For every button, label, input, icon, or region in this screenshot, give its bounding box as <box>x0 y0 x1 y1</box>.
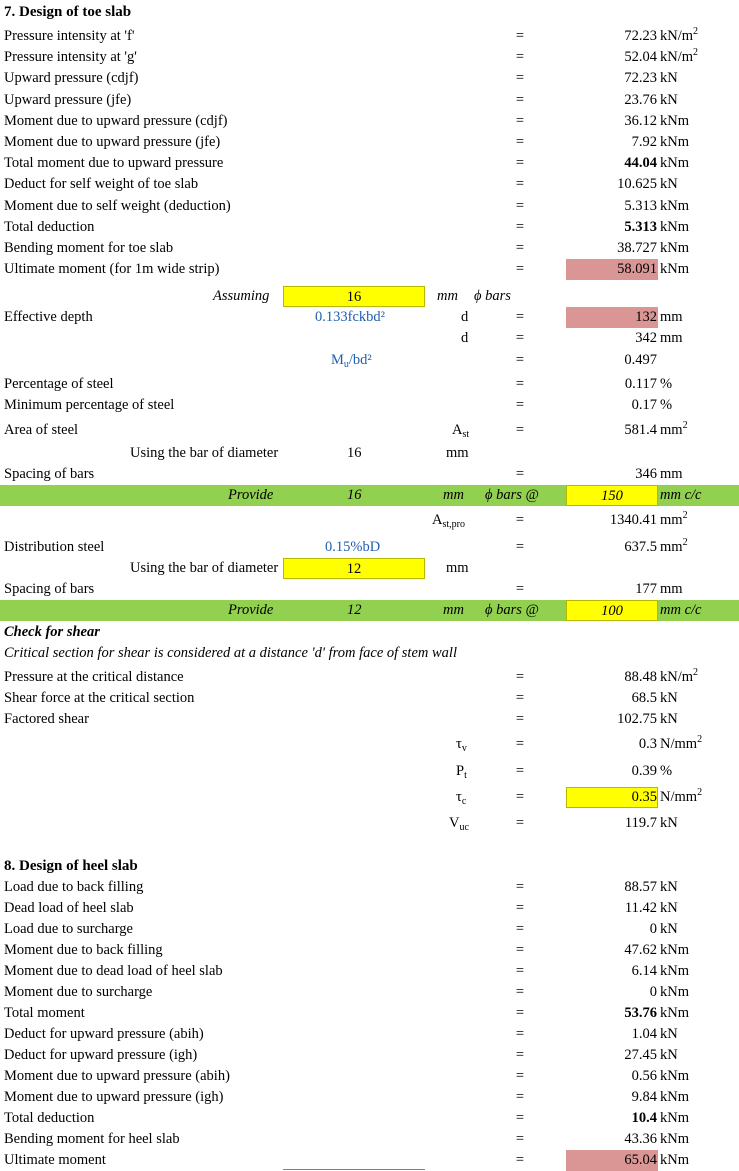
row-unit: $mm^2$ <box>660 420 688 438</box>
row-equals: = <box>515 261 525 278</box>
row-equals: = <box>515 397 525 413</box>
calc-row <box>0 111 739 132</box>
row-value: 0.117 <box>624 376 657 392</box>
row-label: Load due to surcharge <box>4 921 133 937</box>
row-label: Upward pressure (jfe) <box>4 91 132 108</box>
row-label: Ultimate moment <box>4 1152 106 1168</box>
row-label: Upward pressure (cdjf) <box>4 70 139 87</box>
row-equals: = <box>515 736 525 752</box>
assuming-row <box>0 286 739 307</box>
row-equals: = <box>515 984 525 1000</box>
row-value: 0 <box>649 984 657 1000</box>
using-bar-row <box>0 443 739 464</box>
pt-row <box>0 761 739 782</box>
row-symbol: $V_{uc}$ <box>449 815 469 833</box>
shear-check-title-row <box>0 622 739 643</box>
row-value: 132 <box>635 309 657 325</box>
row-label: Moment due to dead load of heel slab <box>4 963 223 979</box>
row-equals: = <box>515 112 525 129</box>
heel-slab-section <box>0 856 739 877</box>
calc-row <box>0 982 739 1003</box>
calc-row <box>0 1066 739 1087</box>
row-value: 5.313 <box>624 197 657 214</box>
row-value: 0.497 <box>624 352 657 368</box>
row-value: 44.04 <box>624 155 657 172</box>
row-equals: = <box>515 155 525 172</box>
row-label: Moment due to upward pressure (cdjf) <box>4 112 228 129</box>
row-equals: = <box>515 1131 525 1147</box>
row-unit: kNm <box>660 240 689 256</box>
calc-row <box>0 940 739 961</box>
row-label: Area of steel <box>4 422 79 438</box>
row-unit: kN <box>660 91 678 108</box>
tau-v-row <box>0 734 739 755</box>
row-value: 102.75 <box>617 711 657 727</box>
row-value: 5.313 <box>624 218 657 235</box>
row-unit: mm <box>660 581 683 597</box>
row-label: Minimum percentage of steel <box>4 397 175 413</box>
provide-spacing-input[interactable]: 150 <box>566 485 658 506</box>
row-value: 1.04 <box>631 1026 657 1042</box>
row-equals: = <box>515 352 525 368</box>
provide-unit: mm <box>443 487 464 503</box>
row-value: 72.23 <box>624 28 657 44</box>
row-equals: = <box>515 763 525 779</box>
calc-row <box>0 1003 739 1024</box>
row-unit: mm <box>446 445 469 461</box>
row-unit: $mm^2$ <box>660 537 688 555</box>
using-bar-row-2 <box>0 558 739 579</box>
shear-note: Critical section for shear is considered at a distance 'd' from face of stem wall <box>4 645 457 661</box>
row-label: Moment due to surcharge <box>4 984 153 1000</box>
row-label: Moment due to upward pressure (igh) <box>4 1089 224 1105</box>
row-label: Using the bar of diameter <box>130 560 279 576</box>
factored-shear-row <box>0 709 739 730</box>
row-equals: = <box>515 330 525 346</box>
row-equals: = <box>515 669 525 685</box>
depth-provided-row <box>0 328 739 349</box>
provide-spacing-unit: mm c/c <box>660 602 702 618</box>
row-equals: = <box>515 70 525 87</box>
row-equals: = <box>515 376 525 392</box>
row-equals: = <box>515 789 525 805</box>
percentage-steel-row <box>0 374 739 395</box>
row-unit: kN <box>660 70 678 87</box>
row-value: 0 <box>649 921 657 937</box>
row-equals: = <box>515 176 525 193</box>
row-formula: 0.15%bD <box>325 539 381 555</box>
section-subtitle: Check for shear <box>4 624 100 640</box>
row-label: Pressure intensity at 'f' <box>4 28 135 44</box>
calc-row <box>0 1024 739 1045</box>
shear-note-row <box>0 643 739 664</box>
row-label: Percentage of steel <box>4 376 114 392</box>
row-unit: % <box>660 763 673 779</box>
row-value: 68.5 <box>631 690 657 706</box>
row-value: 119.7 <box>624 815 657 831</box>
provide-bars: ϕ bars @ <box>485 487 539 503</box>
row-unit: kNm <box>660 942 689 958</box>
calc-row <box>0 1087 739 1108</box>
row-unit: kNm <box>660 1152 689 1168</box>
provide-spacing-input[interactable]: 100 <box>566 600 658 621</box>
row-symbol: $A_{st,pro}$ <box>432 512 465 530</box>
calc-row <box>0 47 739 68</box>
row-label: Pressure at the critical distance <box>4 669 184 685</box>
calc-row <box>0 68 739 89</box>
row-label: Pressure intensity at 'g' <box>4 49 137 66</box>
row-value: 10.4 <box>631 1110 657 1126</box>
section-title: 8. Design of heel slab <box>4 858 138 874</box>
row-symbol: $\tau_v$ <box>456 736 467 754</box>
row-label: Bending moment for heel slab <box>4 1131 180 1147</box>
row-equals: = <box>515 466 525 482</box>
row-value: 0.35 <box>631 789 657 805</box>
row-label: Deduct for upward pressure (abih) <box>4 1026 204 1042</box>
row-value: 23.76 <box>624 91 657 108</box>
calc-row <box>0 217 739 238</box>
row-value: 637.5 <box>624 539 657 555</box>
row-unit: % <box>660 397 673 413</box>
calc-row <box>0 1108 739 1129</box>
row-equals: = <box>515 1005 525 1021</box>
bar-dia-value: 16 <box>347 445 362 461</box>
row-value: 0.17 <box>631 397 657 413</box>
row-equals: = <box>515 879 525 895</box>
row-equals: = <box>515 1152 525 1168</box>
row-equals: = <box>515 1068 525 1084</box>
row-equals: = <box>515 512 525 528</box>
row-value: 0.39 <box>631 763 657 779</box>
row-equals: = <box>515 942 525 958</box>
row-unit: kN <box>660 711 678 727</box>
row-unit: kN <box>660 690 678 706</box>
row-formula: 0.133fckbd² <box>315 309 385 325</box>
row-unit: kN <box>660 879 678 895</box>
row-equals: = <box>515 1110 525 1126</box>
distribution-steel-row <box>0 537 739 558</box>
row-value: 53.76 <box>624 1005 657 1021</box>
row-unit: kN <box>660 900 678 916</box>
row-equals: = <box>515 91 525 108</box>
row-unit: mm <box>660 309 683 325</box>
row-unit: kN <box>660 815 678 831</box>
row-unit: kNm <box>660 112 689 129</box>
row-equals: = <box>515 1047 525 1063</box>
row-label: Moment due to self weight (deduction) <box>4 197 231 214</box>
row-value: 10.625 <box>617 176 657 193</box>
row-value: 0.56 <box>631 1068 657 1084</box>
row-value: 1340.41 <box>609 512 657 528</box>
calc-row <box>0 174 739 195</box>
calc-row <box>0 196 739 217</box>
row-equals: = <box>515 1089 525 1105</box>
provide-distribution-row <box>0 600 739 621</box>
row-unit: kNm <box>660 1110 689 1126</box>
calc-row <box>0 238 739 259</box>
row-label: Load due to back filling <box>4 879 144 895</box>
row-unit: mm <box>446 560 469 576</box>
effective-depth-row <box>0 307 739 328</box>
row-unit: kNm <box>660 1089 689 1105</box>
shear-force-row <box>0 688 739 709</box>
assuming-unit: mm <box>437 288 458 304</box>
row-equals: = <box>515 711 525 727</box>
row-label: Moment due to upward pressure (abih) <box>4 1068 230 1084</box>
assumed-bar-dia-input[interactable]: 16 <box>283 286 425 307</box>
row-unit: kNm <box>660 1131 689 1147</box>
provide-dia: 16 <box>347 487 362 503</box>
row-unit: kN <box>660 921 678 937</box>
row-value: 6.14 <box>631 963 657 979</box>
row-label: Deduct for upward pressure (igh) <box>4 1047 198 1063</box>
row-label: Factored shear <box>4 711 89 727</box>
row-unit: kNm <box>660 134 689 150</box>
row-value: 27.45 <box>624 1047 657 1063</box>
row-equals: = <box>515 900 525 916</box>
row-unit: mm <box>660 330 683 346</box>
provide-spacing-unit: mm c/c <box>660 487 702 503</box>
row-symbol: d <box>461 309 469 325</box>
row-equals: = <box>515 963 525 979</box>
row-value: 38.727 <box>617 240 657 256</box>
provide-bars: ϕ bars @ <box>485 602 539 618</box>
row-unit: kNm <box>660 1068 689 1084</box>
row-unit: % <box>660 376 673 392</box>
row-label: Bending moment for toe slab <box>4 240 174 256</box>
provide-unit: mm <box>443 602 464 618</box>
row-equals: = <box>515 422 525 438</box>
row-value: 0.3 <box>638 736 657 752</box>
calc-row <box>0 898 739 919</box>
row-equals: = <box>515 690 525 706</box>
provide-dia: 12 <box>347 602 362 618</box>
provide-label: Provide <box>228 487 274 503</box>
assuming-bars: ϕ bars <box>474 288 511 304</box>
row-value: 7.92 <box>631 134 657 150</box>
row-label: Total moment <box>4 1005 85 1021</box>
calc-row <box>0 1150 739 1171</box>
row-unit: kNm <box>660 261 689 278</box>
row-label: Using the bar of diameter <box>130 445 279 461</box>
calc-row <box>0 259 739 280</box>
row-label: Ultimate moment (for 1m wide strip) <box>4 261 220 278</box>
row-label: Moment due to upward pressure (jfe) <box>4 134 221 150</box>
row-label: Dead load of heel slab <box>4 900 134 916</box>
row-value: 9.84 <box>631 1089 657 1105</box>
row-equals: = <box>515 218 525 235</box>
calc-row <box>0 90 739 111</box>
calc-row <box>0 132 739 153</box>
row-unit: $kN/m^2$ <box>660 47 699 66</box>
row-value: 88.57 <box>624 879 657 895</box>
row-unit: mm <box>660 466 683 482</box>
row-unit: kNm <box>660 155 689 172</box>
row-unit: kNm <box>660 1005 689 1021</box>
row-value: 346 <box>635 466 657 482</box>
row-symbol: $A_{st}$ <box>452 422 470 440</box>
row-value: 43.36 <box>624 1131 657 1147</box>
row-label: Spacing of bars <box>4 466 95 482</box>
row-value: 52.04 <box>624 49 657 66</box>
row-label: Distribution steel <box>4 539 105 555</box>
row-equals: = <box>515 134 525 150</box>
cell-border <box>283 1169 425 1170</box>
row-symbol: $P_t$ <box>456 763 467 781</box>
row-unit: kN <box>660 1047 678 1063</box>
row-value: 65.04 <box>624 1152 657 1168</box>
row-equals: = <box>515 581 525 597</box>
row-unit: kNm <box>660 197 689 214</box>
row-value: 36.12 <box>624 112 657 129</box>
row-value: 58.091 <box>617 261 657 278</box>
row-value: 88.48 <box>624 669 657 685</box>
row-equals: = <box>515 28 525 44</box>
row-value: 11.42 <box>624 900 657 916</box>
row-label: Shear force at the critical section <box>4 690 195 706</box>
row-equals: = <box>515 1026 525 1042</box>
row-equals: = <box>515 921 525 937</box>
row-equals: = <box>515 815 525 831</box>
row-equals: = <box>515 197 525 214</box>
row-label: Moment due to back filling <box>4 942 163 958</box>
row-unit: $mm^2$ <box>660 510 688 528</box>
toe-slab-section <box>0 2 739 23</box>
ast-provided-row <box>0 510 739 531</box>
row-unit: kNm <box>660 984 689 1000</box>
row-symbol: d <box>461 330 469 346</box>
calc-row <box>0 877 739 898</box>
row-equals: = <box>515 49 525 66</box>
provide-label: Provide <box>228 602 274 618</box>
row-unit: $N/mm^2$ <box>660 787 703 805</box>
row-unit: kNm <box>660 963 689 979</box>
row-label: Total deduction <box>4 1110 95 1126</box>
calc-row <box>0 919 739 940</box>
row-unit: $N/mm^2$ <box>660 734 703 752</box>
row-label: Total deduction <box>4 218 95 235</box>
row-unit: kN <box>660 1026 678 1042</box>
row-symbol: $\tau_c$ <box>456 789 467 807</box>
calc-row <box>0 153 739 174</box>
pressure-critical-row <box>0 667 739 688</box>
vuc-row <box>0 813 739 834</box>
tau-c-row <box>0 787 739 808</box>
row-equals: = <box>515 539 525 555</box>
assuming-label: Assuming <box>213 288 270 304</box>
section-title: 7. Design of toe slab <box>4 4 132 20</box>
dist-bar-dia-input[interactable]: 12 <box>283 558 425 579</box>
row-value: 342 <box>635 330 657 346</box>
row-formula: $M_u$/bd² <box>331 352 372 370</box>
row-equals: = <box>515 240 525 256</box>
row-unit: $kN/m^2$ <box>660 667 699 685</box>
row-label: Deduct for self weight of toe slab <box>4 176 199 193</box>
row-unit: $kN/m^2$ <box>660 26 699 44</box>
row-unit: kN <box>660 176 678 193</box>
row-value: 177 <box>635 581 657 597</box>
area-steel-row <box>0 420 739 441</box>
spacing-row-2 <box>0 579 739 600</box>
row-label: Spacing of bars <box>4 581 95 597</box>
calc-row <box>0 961 739 982</box>
calc-row <box>0 26 739 47</box>
min-percentage-row <box>0 395 739 416</box>
mu-bd2-row <box>0 350 739 371</box>
row-value: 581.4 <box>624 422 657 438</box>
row-label: Effective depth <box>4 309 93 325</box>
row-equals: = <box>515 309 525 325</box>
row-label: Total moment due to upward pressure <box>4 155 224 172</box>
provide-main-bars-row <box>0 485 739 506</box>
calc-row <box>0 1045 739 1066</box>
row-unit: kNm <box>660 218 689 235</box>
row-value: 72.23 <box>624 70 657 87</box>
row-value: 47.62 <box>624 942 657 958</box>
spacing-row <box>0 464 739 485</box>
calc-row <box>0 1129 739 1150</box>
